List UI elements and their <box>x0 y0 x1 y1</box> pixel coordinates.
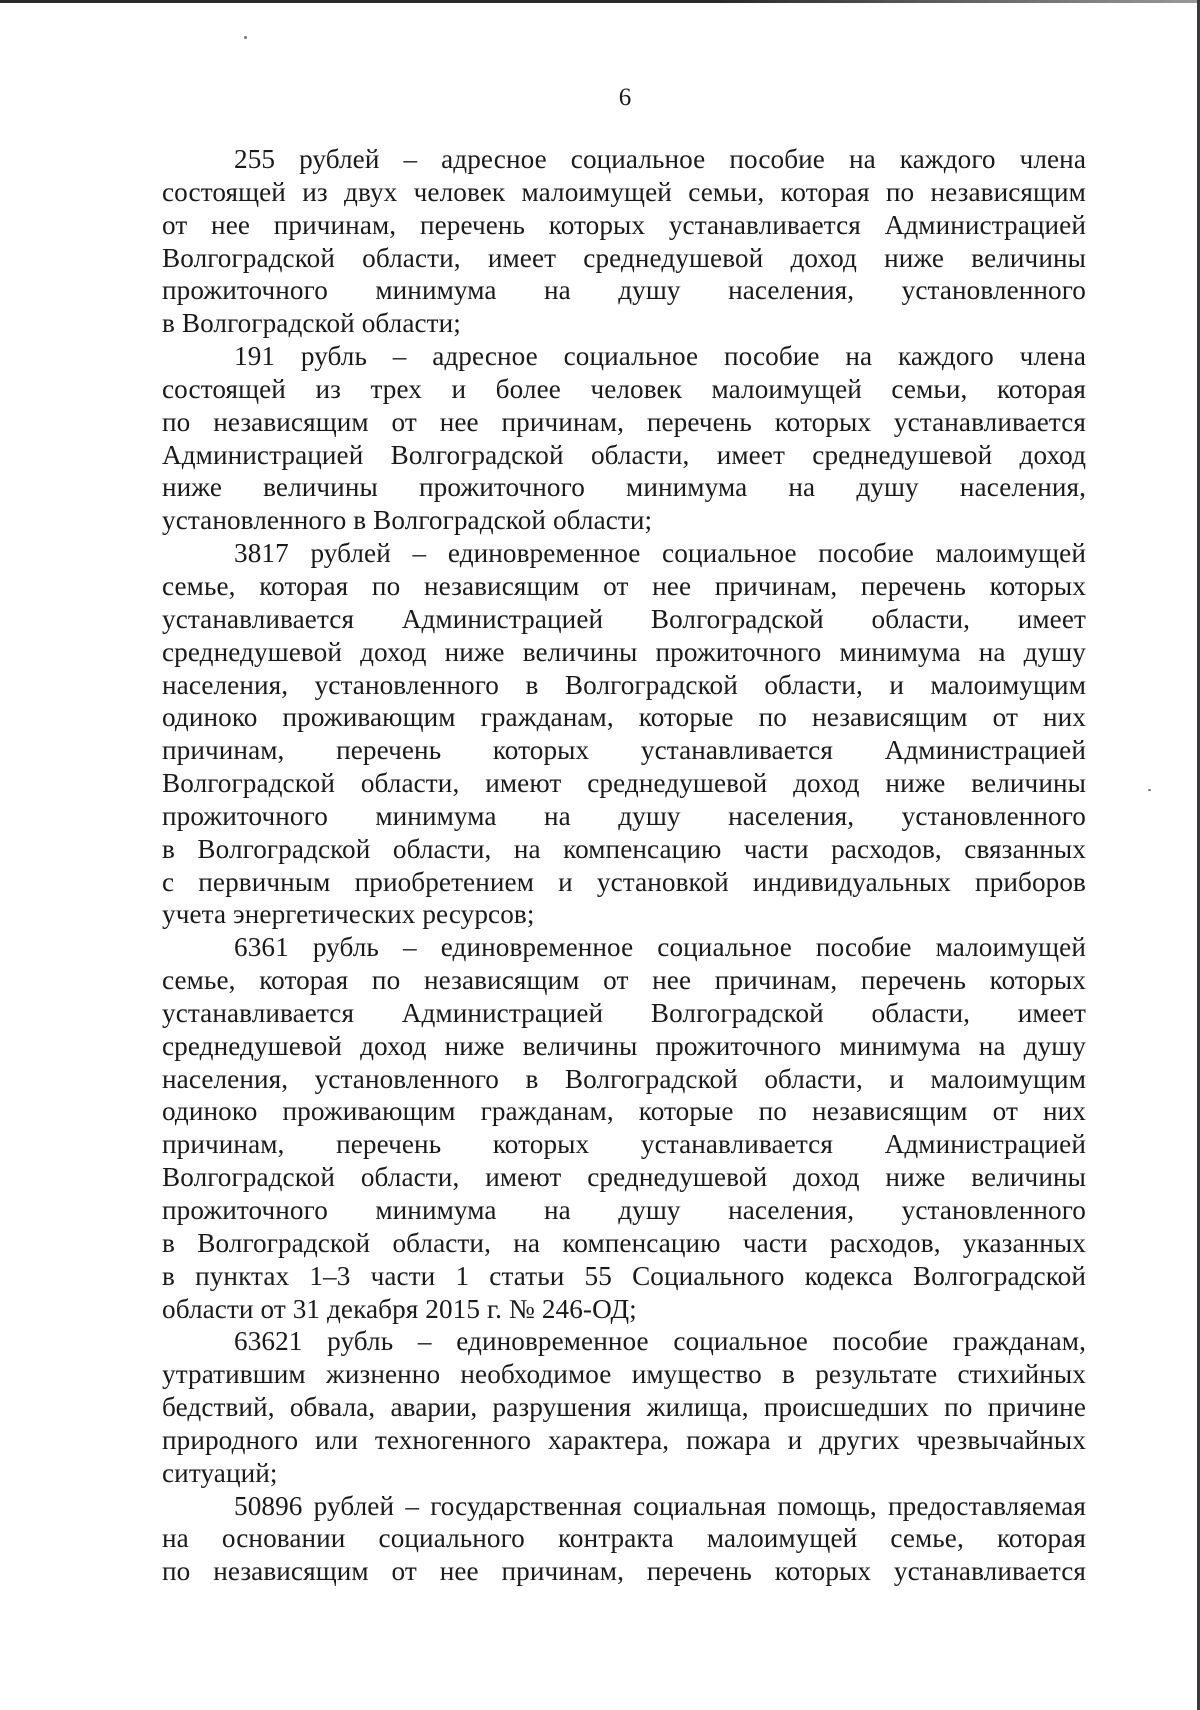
text-line: бедствий, обвала, аварии, разрушения жилища, происшедших по причине <box>162 1392 1086 1423</box>
text-line: устанавливается Администрацией Волгоградской области, имеет <box>162 997 1086 1028</box>
text-line: состоящей из трех и более человек малоимущей семьи, которая <box>162 373 1086 404</box>
text-line: учета энергетических ресурсов; <box>162 899 535 930</box>
text-line: семье, которая по независящим от нее причинам, перечень которых <box>162 570 1086 601</box>
text-line: от нее причинам, перечень которых устанавливается Администрацией <box>162 209 1086 240</box>
text-line: причинам, перечень которых устанавливается Администрацией <box>162 735 1086 766</box>
text-line: установленного в Волгоградской области; <box>162 505 653 536</box>
text-line: природного или техногенного характера, пожара и других чрезвычайных <box>162 1424 1086 1455</box>
text-line: прожиточного минимума на душу населения, установленного <box>162 800 1086 831</box>
text-line: населения, установленного в Волгоградской области, и малоимущим <box>162 1063 1086 1094</box>
text-line: среднедушевой доход ниже величины прожиточного минимума на душу <box>162 1030 1086 1061</box>
text-line: 50896 рублей – государственная социальная помощь, предоставляемая <box>234 1490 1086 1521</box>
text-line: семье, которая по независящим от нее причинам, перечень которых <box>162 965 1086 996</box>
text-line: прожиточного минимума на душу населения, установленного <box>162 275 1086 306</box>
text-line: среднедушевой доход ниже величины прожиточного минимума на душу <box>162 636 1086 667</box>
scan-speck <box>244 36 247 39</box>
text-line: ниже величины прожиточного минимума на душу населения, <box>162 472 1086 503</box>
text-line: в пунктах 1–3 части 1 статьи 55 Социального кодекса Волгоградской <box>162 1260 1086 1291</box>
paragraph <box>162 931 1086 1325</box>
text-line: причинам, перечень которых устанавливается Администрацией <box>162 1129 1086 1160</box>
text-line: 3817 рублей – единовременное социальное пособие малоимущей <box>234 538 1086 569</box>
text-line: 6361 рубль – единовременное социальное пособие малоимущей <box>234 932 1086 963</box>
page-number: 6 <box>618 84 632 111</box>
scan-speck <box>1148 789 1151 791</box>
text-line: по независящим от нее причинам, перечень которых устанавливается <box>162 406 1086 437</box>
text-line: Администрацией Волгоградской области, имеет среднедушевой доход <box>162 439 1086 470</box>
text-line: по независящим от нее причинам, перечень которых устанавливается <box>162 1556 1086 1587</box>
text-line: состоящей из двух человек малоимущей семьи, которая по независящим <box>162 176 1086 207</box>
paragraph <box>162 537 1086 931</box>
text-line: 191 рубль – адресное социальное пособие на каждого члена <box>234 341 1086 372</box>
text-line: утратившим жизненно необходимое имущество в результате стихийных <box>162 1359 1086 1390</box>
text-line: одиноко проживающим гражданам, которые по независящим от них <box>162 702 1086 733</box>
document-body <box>162 143 1086 1588</box>
text-line: в Волгоградской области, на компенсацию части расходов, связанных <box>162 833 1086 864</box>
text-line: в Волгоградской области, на компенсацию части расходов, указанных <box>162 1227 1086 1258</box>
text-line: устанавливается Администрацией Волгоградской области, имеет <box>162 603 1086 634</box>
paragraph <box>162 1490 1086 1589</box>
text-line: ситуаций; <box>162 1457 278 1488</box>
text-line: на основании социального контракта малоимущей семье, которая <box>162 1523 1086 1554</box>
paragraph <box>162 340 1086 537</box>
text-line: 255 рублей – адресное социальное пособие на каждого члена <box>234 144 1086 174</box>
text-line: прожиточного минимума на душу населения, установленного <box>162 1195 1086 1225</box>
text-line: области от 31 декабря 2015 г. № 246-ОД; <box>162 1293 637 1324</box>
text-line: 63621 рубль – единовременное социальное пособие гражданам, <box>234 1326 1086 1357</box>
text-line: с первичным приобретением и установкой индивидуальных приборов <box>162 866 1086 897</box>
text-line: в Волгоградской области; <box>162 308 461 339</box>
text-line: Волгоградской области, имеют среднедушевой доход ниже величины <box>162 768 1086 799</box>
text-line: Волгоградской области, имеют среднедушевой доход ниже величины <box>162 1162 1086 1193</box>
text-line: одиноко проживающим гражданам, которые по независящим от них <box>162 1096 1086 1127</box>
paragraph <box>162 143 1086 340</box>
text-line: населения, установленного в Волгоградской области, и малоимущим <box>162 669 1086 700</box>
text-line: Волгоградской области, имеет среднедушевой доход ниже величины <box>162 242 1086 273</box>
paragraph <box>162 1325 1086 1489</box>
scan-edge-top <box>0 0 1200 3</box>
